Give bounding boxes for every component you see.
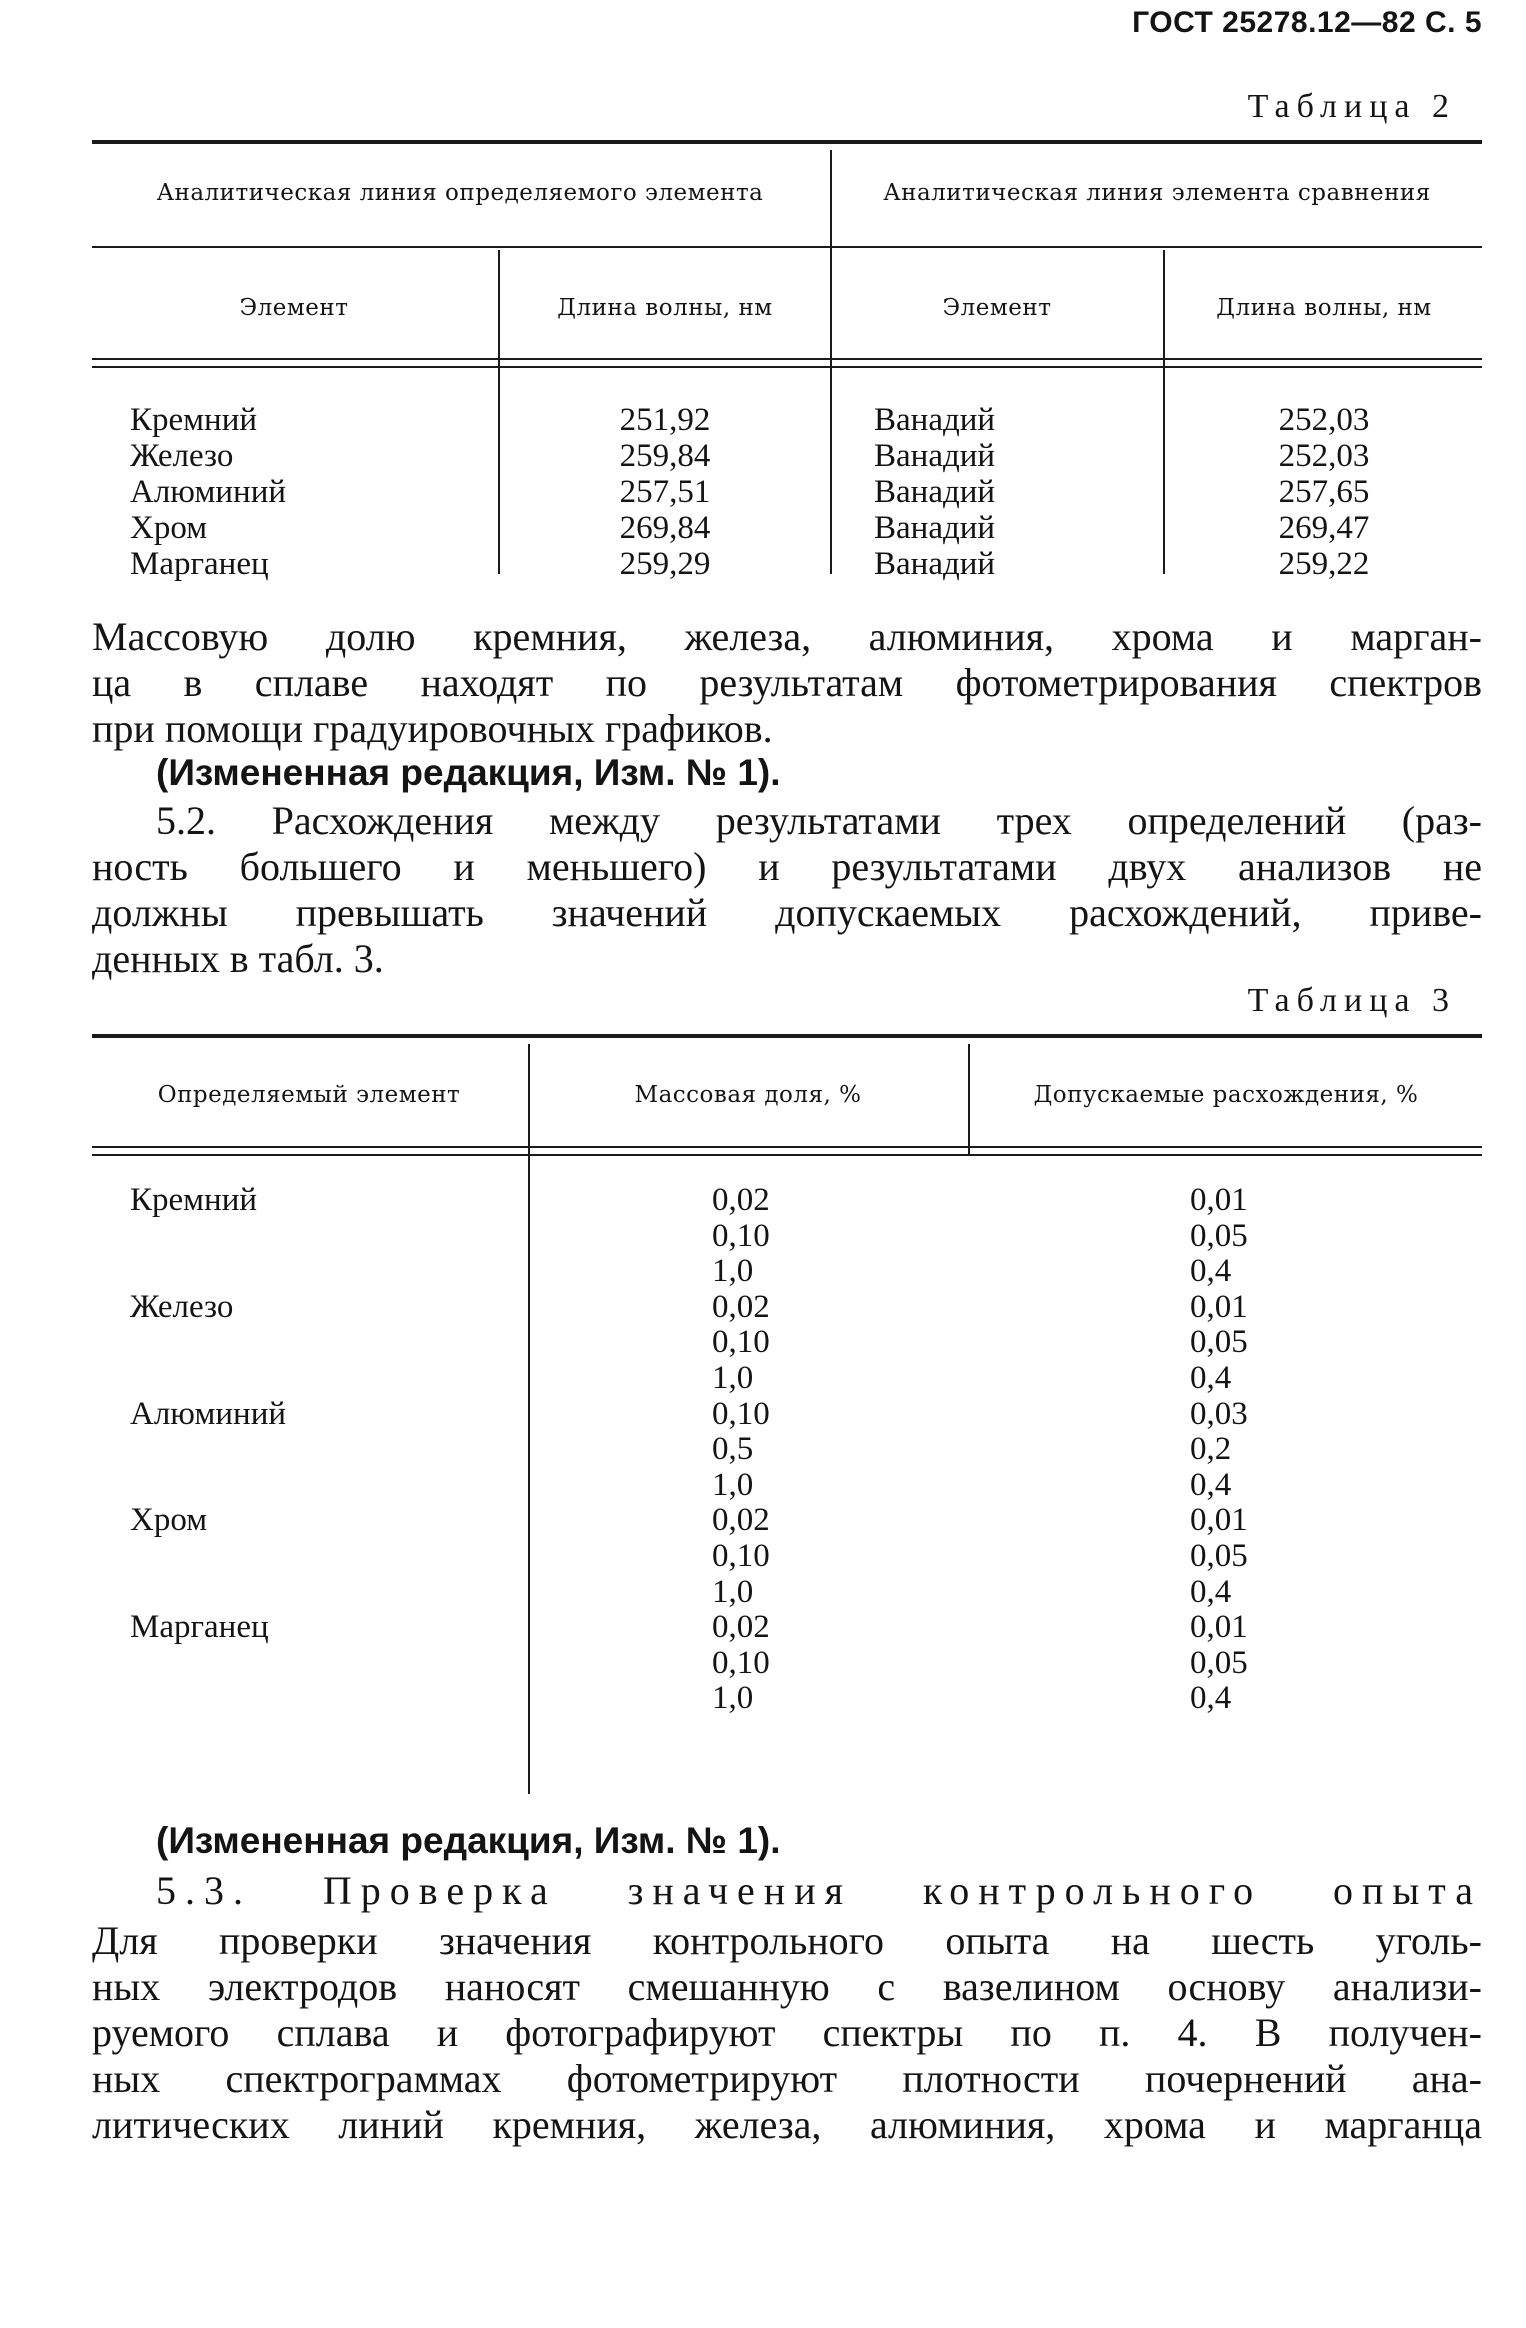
table3-cell-element: Алюминий [130, 1395, 287, 1432]
amendment-note-2: (Измененная редакция, Изм. № 1). [156, 1820, 781, 1861]
table2-cell-ref-wavelength: 252,03 [1278, 402, 1370, 438]
paragraph-5-3-line: руемого сплава и фотографируют спектры по п. 4. В получен- [92, 2010, 1482, 2055]
table2-group-left: Аналитическая линия определяемого элемента [156, 180, 764, 206]
table3-cell-tolerance: 0,05 [1190, 1538, 1248, 1574]
paragraph-5-2-line: денных в табл. 3. [92, 936, 384, 981]
table3-col-element: Определяемый элемент [157, 1082, 461, 1108]
table2-cell-ref-element: Ванадий [874, 474, 996, 510]
table3-cell-mass: 0,02 [712, 1609, 770, 1646]
amendment-note-1: (Измененная редакция, Изм. № 1). [156, 752, 781, 793]
paragraph-5-2-line: 5.2. Расхождения между результатами трех определений (раз- [156, 798, 1482, 843]
section-5-3-heading [92, 1868, 1482, 1914]
paragraph-5-2-line: должны превышать значений допускаемых расхождений, приве- [92, 890, 1482, 935]
table3-cell-tolerance: 0,4 [1190, 1573, 1232, 1610]
table3-cell-mass: 0,10 [712, 1395, 770, 1432]
paragraph-1-line: Массовую долю кремния, железа, алюминия, хрома и марган- [92, 614, 1482, 659]
table3-cell-element: Хром [130, 1502, 208, 1539]
table3-cell-mass: 1,0 [712, 1680, 754, 1717]
table3-cell-tolerance: 0,4 [1190, 1360, 1232, 1396]
table3-cell-tolerance: 0,01 [1190, 1288, 1248, 1325]
table2-cell-element: Марганец [130, 546, 269, 582]
table2-cell-ref-wavelength: 259,22 [1278, 546, 1370, 582]
table2-cell-element: Алюминий [130, 474, 287, 510]
table3-cell-mass: 1,0 [712, 1253, 754, 1290]
table3-cell-tolerance: 0,05 [1190, 1644, 1248, 1681]
table2-cell-element: Железо [130, 438, 234, 474]
paragraph-1-line: ца в сплаве находят по результатам фотометрирования спектров [92, 660, 1482, 705]
table3-cell-element: Кремний [130, 1182, 258, 1218]
table3-cell-tolerance: 0,01 [1190, 1182, 1248, 1218]
table2-cell-ref-wavelength: 257,65 [1278, 474, 1370, 510]
table3-cell-tolerance: 0,4 [1190, 1680, 1232, 1717]
paragraph-5-3-line: ных спектрограммах фотометрируют плотности почернений ана- [92, 2056, 1482, 2101]
table3-cell-mass: 1,0 [712, 1360, 754, 1396]
table3-cell-tolerance: 0,03 [1190, 1395, 1248, 1432]
table3-cell-mass: 0,02 [712, 1502, 770, 1539]
table2-col-element: Элемент [239, 295, 349, 321]
paragraph-5-3 [92, 1918, 1482, 2148]
table2-cell-ref-element: Ванадий [874, 510, 996, 546]
table2-cell-wavelength: 269,84 [619, 510, 711, 546]
table2-group-right: Аналитическая линия элемента сравнения [883, 180, 1431, 206]
paragraph-1-line: при помощи градуировочных графиков. [92, 706, 773, 751]
table3-cell-tolerance: 0,05 [1190, 1324, 1248, 1361]
table2-cell-ref-element: Ванадий [874, 402, 996, 438]
table3-caption: Таблица 3 [1247, 982, 1456, 1019]
table3-col-tolerance: Допускаемые расхождения, % [1033, 1082, 1419, 1108]
table2-cell-ref-wavelength: 252,03 [1278, 438, 1370, 474]
table2-cell-wavelength: 251,92 [619, 402, 711, 438]
table2-col-element-ref: Элемент [942, 295, 1052, 321]
table2-cell-ref-element: Ванадий [874, 546, 996, 582]
table2-cell-wavelength: 259,29 [619, 546, 711, 582]
table2-caption: Таблица 2 [1247, 88, 1456, 125]
paragraph-5-2-line: ность большего и меньшего) и результатами двух анализов не [92, 844, 1482, 889]
table3-cell-tolerance: 0,01 [1190, 1502, 1248, 1539]
table3-cell-mass: 0,10 [712, 1217, 770, 1254]
table3-cell-tolerance: 0,4 [1190, 1253, 1232, 1290]
table3-cell-mass: 0,5 [712, 1431, 754, 1468]
table2-col-wavelength: Длина волны, нм [557, 295, 773, 321]
table3-col-mass: Массовая доля, % [634, 1082, 862, 1108]
table2-cell-element: Хром [130, 510, 208, 546]
paragraph-5-3-line: литических линий кремния, железа, алюминия, хрома и марганца [92, 2102, 1482, 2147]
table3-cell-mass: 0,02 [712, 1288, 770, 1325]
table3-cell-mass: 0,10 [712, 1538, 770, 1574]
paragraph-1 [92, 614, 1482, 752]
table3-cell-mass: 1,0 [712, 1573, 754, 1610]
table3-cell-tolerance: 0,4 [1190, 1466, 1232, 1503]
table3-cell-tolerance: 0,2 [1190, 1431, 1232, 1468]
table3-cell-element: Марганец [130, 1609, 269, 1646]
section-5-3-title: 5.3. Проверка значения контрольного опыта [156, 1868, 1482, 1913]
table3-cell-mass: 0,10 [712, 1644, 770, 1681]
table3-cell-mass: 0,02 [712, 1182, 770, 1218]
table2-cell-element: Кремний [130, 402, 258, 438]
table3-cell-tolerance: 0,01 [1190, 1609, 1248, 1646]
table3-cell-mass: 1,0 [712, 1466, 754, 1503]
page-header: ГОСТ 25278.12—82 С. 5 [1132, 6, 1482, 39]
table3-cell-mass: 0,10 [712, 1324, 770, 1361]
table2-cell-ref-wavelength: 269,47 [1278, 510, 1370, 546]
table2-col-wavelength-ref: Длина волны, нм [1216, 295, 1432, 321]
paragraph-5-3-line: ных электродов наносят смешанную с вазелином основу анализи- [92, 1964, 1482, 2009]
table2-cell-wavelength: 257,51 [619, 474, 711, 510]
table3-cell-tolerance: 0,05 [1190, 1217, 1248, 1254]
paragraph-5-2 [92, 798, 1482, 982]
table3-cell-element: Железо [130, 1288, 234, 1325]
table2-cell-wavelength: 259,84 [619, 438, 711, 474]
table2-cell-ref-element: Ванадий [874, 438, 996, 474]
paragraph-5-3-line: Для проверки значения контрольного опыта на шесть уголь- [92, 1918, 1482, 1963]
